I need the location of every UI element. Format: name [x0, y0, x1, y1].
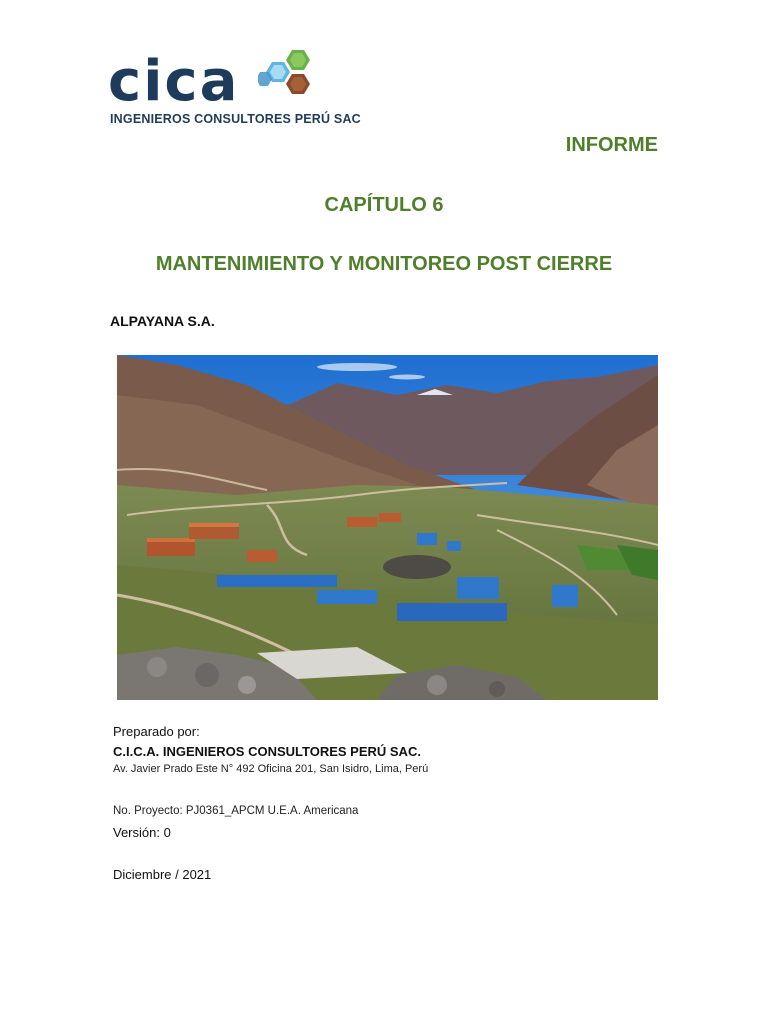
prepared-by-company: C.I.C.A. INGENIEROS CONSULTORES PERÚ SAC. [113, 744, 421, 759]
company-logo [108, 48, 361, 132]
chapter-title: MANTENIMIENTO Y MONITOREO POST CIERRE [155, 253, 613, 275]
client-name: ALPAYANA S.A. [110, 313, 215, 329]
prepared-by-label: Preparado por: [113, 724, 200, 739]
logo-subtitle: INGENIEROS CONSULTORES PERÚ SAC [110, 112, 361, 126]
mine-landscape-image [117, 355, 658, 700]
chapter-heading: CAPÍTULO 6 [324, 194, 444, 216]
report-label: INFORME [565, 134, 658, 156]
document-version: Versión: 0 [113, 825, 171, 840]
project-number: No. Proyecto: PJ0361_APCM U.E.A. Americana [113, 805, 359, 817]
company-address: Av. Javier Prado Este N° 492 Oficina 201, San Isidro, Lima, Perú [113, 763, 429, 775]
logo-wordmark: cica [108, 49, 240, 114]
mine-site-photo [117, 355, 658, 700]
logo-hexagon-icon [258, 48, 322, 110]
document-date: Diciembre / 2021 [113, 867, 212, 882]
